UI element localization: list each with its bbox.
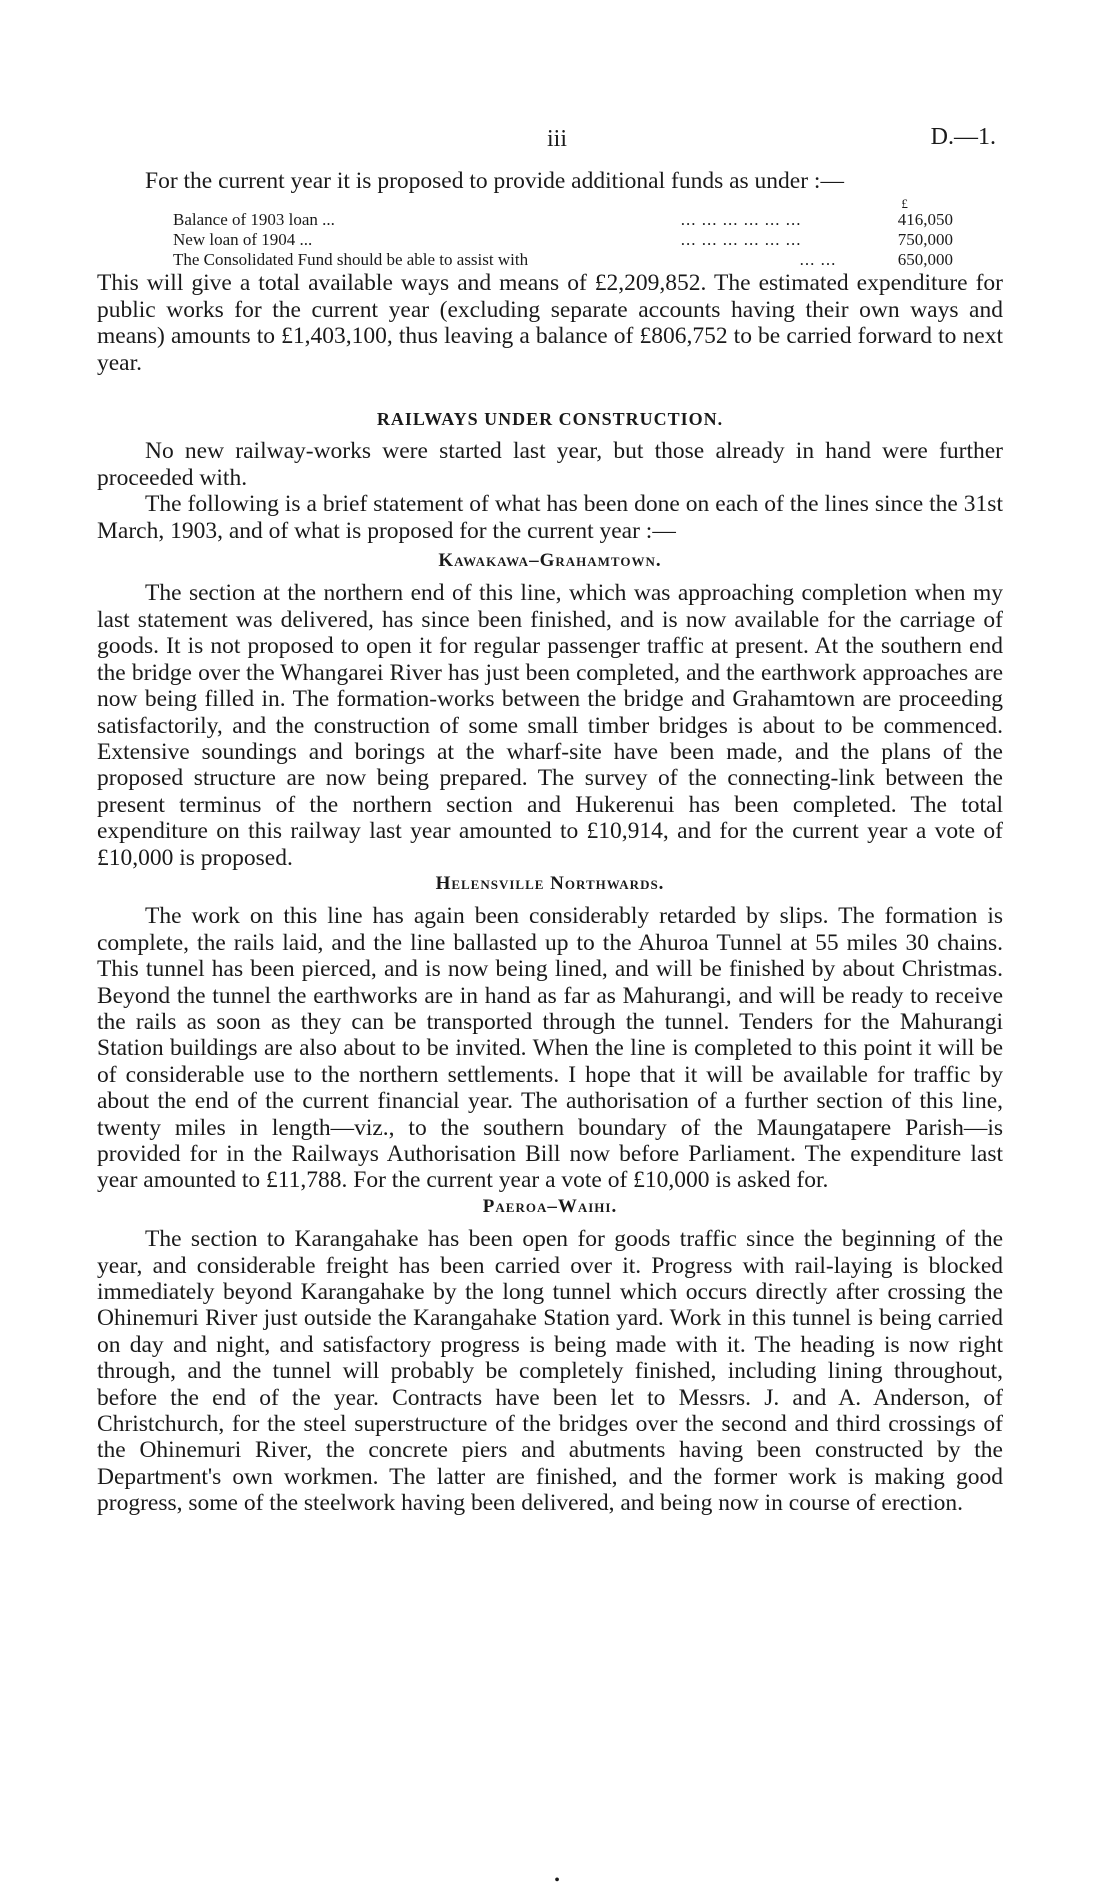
- funds-row-amount: 650,000: [897, 250, 953, 270]
- body-text: [97, 168, 1003, 1517]
- page-number: iii: [546, 126, 567, 152]
- funds-row-leader: ... ... ... ... ... ...: [680, 230, 802, 250]
- funds-table: [173, 198, 953, 270]
- funds-row-leader: ... ...: [799, 250, 837, 270]
- footer-dot: •: [554, 1872, 560, 1889]
- railways-heading: RAILWAYS UNDER CONSTRUCTION.: [376, 409, 724, 430]
- funds-row-label: Balance of 1903 loan ...: [173, 210, 335, 230]
- summary-paragraph: This will give a total available ways and means of £2,209,852. The estimated expenditure for public works for the current year (excluding separate accounts having their own ways and means) amounts to £1,403,100, thus leaving a balance of £806,752 to be carried forward to next year.: [97, 270, 1003, 376]
- railways-paragraph-1: No new railway-works were started last year, but those already in hand were further proceeded with.: [97, 438, 1003, 491]
- funds-row-leader: ... ... ... ... ... ...: [680, 210, 802, 230]
- funds-unit-row: [173, 198, 953, 210]
- railways-paragraph-2: The following is a brief statement of what has been done on each of the lines since the 31st March, 1903, and of what is proposed for the current year :—: [97, 491, 1003, 544]
- section-text-helensville: The work on this line has again been considerably retarded by slips. The formation is complete, the rails laid, and the line ballasted up to the Ahuroa Tunnel at 55 miles 30 chains. This tunnel has been pierced, and is now being lined, and will be finished by about Christmas. Beyond the tunnel the earthworks are in hand as far as Mahurangi, and will be ready to receive the rails as soon as they can be transported through the tunnel. Tenders for the Mahurangi Station buildings are also about to be invited. When the line is completed to this point it will be of considerable use to the northern settlements. I hope that it will be available for traffic by about the end of the current financial year. The authorisation of a further section of this line, twenty miles in length—viz., to the southern boundary of the Maungatapere Parish—is provided for in the Railways Authorisation Bill now before Parliament. The expenditure last year amounted to £11,788. For the current year a vote of £10,000 is asked for.: [97, 903, 1003, 1194]
- section-heading-helensville: Helensville Northwards.: [435, 872, 665, 894]
- section-heading-paeroa: Paeroa–Waihi.: [482, 1195, 618, 1217]
- funds-row: [173, 210, 953, 230]
- funds-row-label: The Consolidated Fund should be able to assist with: [173, 250, 529, 270]
- funds-row: [173, 230, 953, 250]
- intro-paragraph: For the current year it is proposed to provide additional funds as under :—: [145, 168, 844, 194]
- funds-row-label: New loan of 1904 ...: [173, 230, 313, 250]
- funds-row: [173, 250, 953, 270]
- funds-row-amount: 416,050: [897, 210, 953, 230]
- section-text-paeroa: The section to Karangahake has been open for goods traffic since the beginning of the year, and considerable freight has been carried over it. Progress with rail-laying is blocked immediately beyond Karangahake by the long tunnel which occurs directly after crossing the Ohinemuri River just outside the Karangahake Station yard. Work in this tunnel is being carried on day and night, and satisfactory progress is being made with it. The heading is now right through, and the tunnel will probably be completely finished, including lining throughout, before the end of the year. Contracts have been let to Messrs. J. and A. Anderson, of Christchurch, for the steel superstructure of the bridges over the second and third crossings of the Ohinemuri River, the concrete piers and abutments having been constructed by the Department's own workmen. The latter are finished, and the former work is making good progress, some of the steelwork having been delivered, and being now in course of erection.: [97, 1226, 1003, 1517]
- funds-row-amount: 750,000: [897, 230, 953, 250]
- section-heading-kawakawa: Kawakawa–Grahamtown.: [438, 550, 662, 572]
- currency-unit: £: [901, 196, 908, 212]
- section-text-kawakawa: The section at the northern end of this line, which was approaching completion when my last statement was delivered, has since been finished, and is now available for the carriage of goods. It is not proposed to open it for regular passenger traffic at present. At the southern end the bridge over the Whangarei River has just been completed, and the earthwork approaches are now being filled in. The formation-works between the bridge and Grahamtown are proceeding satisfactorily, and the construction of some small timber bridges is about to be commenced. Extensive soundings and borings at the wharf-site have been made, and the plans of the proposed structure are now being prepared. The survey of the connecting-link between the present terminus of the northern section and Hukerenui has been completed. The total expenditure on this railway last year amounted to £10,914, and for the current year a vote of £10,000 is proposed.: [97, 580, 1003, 871]
- document-reference: D.—1.: [930, 124, 996, 150]
